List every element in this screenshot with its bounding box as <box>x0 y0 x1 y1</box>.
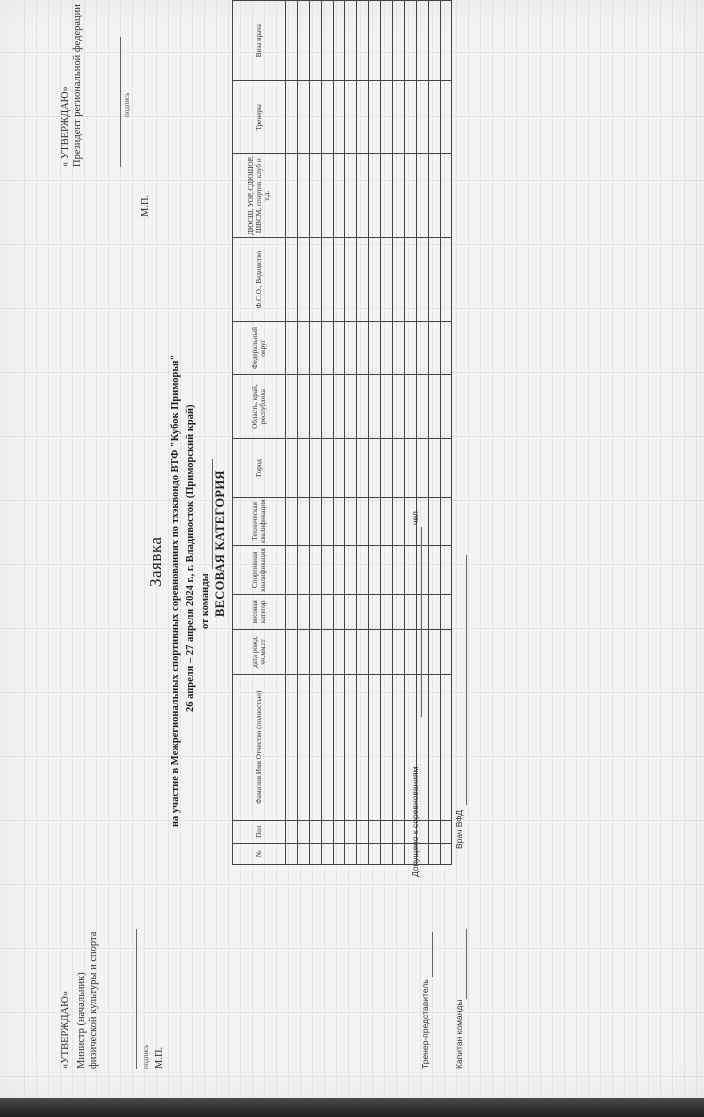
table-cell[interactable] <box>404 81 416 154</box>
table-cell[interactable] <box>428 820 440 843</box>
grid-line <box>660 0 661 1117</box>
grid-line <box>648 0 649 1117</box>
table-cell[interactable] <box>369 674 381 820</box>
grid-line <box>540 0 541 1117</box>
approve-right-sign-caption: подпись <box>123 92 131 117</box>
table-cell[interactable] <box>321 843 333 864</box>
table-cell[interactable] <box>381 154 393 238</box>
table-cell[interactable] <box>309 81 321 154</box>
approve-right-line1: Президент региональной федерации <box>72 4 83 167</box>
table-cell[interactable] <box>345 546 357 595</box>
grid-line <box>492 0 493 1117</box>
grid-line <box>132 0 133 1117</box>
form-title: Заявка <box>146 536 165 587</box>
participants-table <box>232 0 452 865</box>
table-cell[interactable] <box>321 322 333 375</box>
table-cell[interactable] <box>428 497 440 546</box>
table-cell[interactable] <box>440 674 452 820</box>
table-row <box>381 1 393 865</box>
scanner-edge <box>0 1098 704 1117</box>
approve-left-sign-caption: подпись <box>142 1044 150 1069</box>
table-cell[interactable] <box>440 374 452 439</box>
table-cell[interactable] <box>357 630 369 675</box>
grid-line <box>0 1012 704 1013</box>
approve-left-label: «УТВЕРЖДАЮ» <box>60 990 71 1069</box>
table-cell[interactable] <box>393 820 405 843</box>
table-cell[interactable] <box>369 81 381 154</box>
table-row <box>286 1 298 865</box>
table-cell[interactable] <box>333 546 345 595</box>
grid-line <box>480 0 481 1117</box>
table-cell[interactable] <box>309 238 321 322</box>
table-cell[interactable] <box>333 1 345 81</box>
table-cell[interactable] <box>333 439 345 497</box>
table-cell[interactable] <box>404 546 416 595</box>
table-cell[interactable] <box>440 81 452 154</box>
table-cell[interactable] <box>416 594 428 629</box>
grid-line <box>120 0 121 1117</box>
doctor-label: Врач ВФД <box>454 809 464 849</box>
table-cell[interactable] <box>381 546 393 595</box>
table-cell[interactable] <box>393 1 405 81</box>
column-header: Фамилия Имя Отчество (полностью) <box>233 674 286 820</box>
table-cell[interactable] <box>428 594 440 629</box>
table-cell[interactable] <box>297 843 309 864</box>
table-cell[interactable] <box>309 546 321 595</box>
grid-line <box>612 0 613 1117</box>
grid-line <box>696 0 697 1117</box>
table-cell[interactable] <box>309 1 321 81</box>
table-cell[interactable] <box>381 374 393 439</box>
table-header-row <box>233 1 286 865</box>
table-cell[interactable] <box>381 439 393 497</box>
table-cell[interactable] <box>357 674 369 820</box>
grid-line <box>36 0 37 1117</box>
grid-line <box>228 0 229 1117</box>
grid-line <box>552 0 553 1117</box>
table-cell[interactable] <box>286 546 298 595</box>
table-row <box>333 1 345 865</box>
table-cell[interactable] <box>381 1 393 81</box>
table-row <box>357 1 369 865</box>
table-cell[interactable] <box>333 630 345 675</box>
coach-representative-label: Тренер-представитель <box>420 979 430 1069</box>
table-cell[interactable] <box>309 630 321 675</box>
table-cell[interactable] <box>309 374 321 439</box>
grid-line <box>588 0 589 1117</box>
admitted-unit: чел <box>410 511 420 525</box>
grid-line <box>636 0 637 1117</box>
grid-line <box>144 0 145 1117</box>
table-cell[interactable] <box>416 238 428 322</box>
table-cell[interactable] <box>333 497 345 546</box>
table-cell[interactable] <box>416 630 428 675</box>
table-cell[interactable] <box>381 594 393 629</box>
captain-signature-line <box>466 929 467 999</box>
column-header: дата рожд. чч.мм.гг <box>233 630 286 675</box>
table-row <box>416 1 428 865</box>
table-cell[interactable] <box>369 820 381 843</box>
table-cell[interactable] <box>393 546 405 595</box>
coach-signature-line <box>432 932 433 977</box>
table-cell[interactable] <box>393 630 405 675</box>
doctor-signature-line <box>466 555 467 805</box>
table-cell[interactable] <box>428 674 440 820</box>
table-cell[interactable] <box>297 238 309 322</box>
table-cell[interactable] <box>345 674 357 820</box>
table-cell[interactable] <box>369 154 381 238</box>
grid-line <box>576 0 577 1117</box>
grid-line <box>516 0 517 1117</box>
team-captain-label: Капитан команды <box>454 999 464 1069</box>
approve-right-stamp: М.П. <box>140 194 151 217</box>
table-cell[interactable] <box>297 820 309 843</box>
table-cell[interactable] <box>393 374 405 439</box>
table-cell[interactable] <box>321 630 333 675</box>
table-cell[interactable] <box>404 630 416 675</box>
table-cell[interactable] <box>416 81 428 154</box>
table-cell[interactable] <box>416 374 428 439</box>
table-cell[interactable] <box>428 843 440 864</box>
column-header: Ф.С.О., Ведомство <box>233 238 286 322</box>
table-cell[interactable] <box>393 843 405 864</box>
table-cell[interactable] <box>297 1 309 81</box>
grid-line <box>0 948 704 949</box>
grid-line <box>564 0 565 1117</box>
table-cell[interactable] <box>369 594 381 629</box>
column-header: Виза врача <box>233 1 286 81</box>
table-cell[interactable] <box>357 497 369 546</box>
table-row <box>297 1 309 865</box>
table-cell[interactable] <box>321 820 333 843</box>
table-cell[interactable] <box>309 820 321 843</box>
grid-line <box>468 0 469 1117</box>
table-cell[interactable] <box>345 154 357 238</box>
table-cell[interactable] <box>416 1 428 81</box>
table-cell[interactable] <box>333 674 345 820</box>
table-cell[interactable] <box>297 546 309 595</box>
table-cell[interactable] <box>416 546 428 595</box>
table-cell[interactable] <box>297 374 309 439</box>
table-cell[interactable] <box>286 674 298 820</box>
table-cell[interactable] <box>428 238 440 322</box>
column-header: Спортивная квалификация <box>233 546 286 595</box>
table-cell[interactable] <box>404 238 416 322</box>
grid-line <box>204 0 205 1117</box>
table-cell[interactable] <box>404 374 416 439</box>
form-subtitle-line1: на участие в Межрегиональных спортивных соревнованиях по тхэквондо ВТФ "Кубок Приморья" <box>170 354 181 827</box>
table-cell[interactable] <box>297 497 309 546</box>
table-cell[interactable] <box>357 546 369 595</box>
table-cell[interactable] <box>297 674 309 820</box>
table-cell[interactable] <box>428 322 440 375</box>
table-cell[interactable] <box>357 154 369 238</box>
grid-line <box>48 0 49 1117</box>
table-cell[interactable] <box>321 81 333 154</box>
table-cell[interactable] <box>428 374 440 439</box>
grid-line <box>0 1076 704 1077</box>
grid-line <box>684 0 685 1117</box>
table-cell[interactable] <box>381 630 393 675</box>
table-cell[interactable] <box>345 81 357 154</box>
table-cell[interactable] <box>428 439 440 497</box>
column-header: Пол <box>233 820 286 843</box>
table-cell[interactable] <box>440 1 452 81</box>
table-cell[interactable] <box>345 630 357 675</box>
table-cell[interactable] <box>440 630 452 675</box>
table-cell[interactable] <box>369 843 381 864</box>
table-cell[interactable] <box>416 322 428 375</box>
table-row <box>404 1 416 865</box>
grid-line <box>672 0 673 1117</box>
table-cell[interactable] <box>333 374 345 439</box>
table-cell[interactable] <box>286 81 298 154</box>
table-cell[interactable] <box>428 546 440 595</box>
table-cell[interactable] <box>333 594 345 629</box>
table-cell[interactable] <box>357 594 369 629</box>
table-cell[interactable] <box>357 81 369 154</box>
table-cell[interactable] <box>357 820 369 843</box>
table-cell[interactable] <box>369 1 381 81</box>
grid-line <box>600 0 601 1117</box>
table-cell[interactable] <box>440 238 452 322</box>
table-cell[interactable] <box>440 820 452 843</box>
table-row <box>428 1 440 865</box>
table-cell[interactable] <box>286 1 298 81</box>
table-cell[interactable] <box>381 674 393 820</box>
table-cell[interactable] <box>345 374 357 439</box>
grid-line <box>108 0 109 1117</box>
table-cell[interactable] <box>393 497 405 546</box>
table-cell[interactable] <box>309 322 321 375</box>
column-header: Техническая квалификация <box>233 497 286 546</box>
table-row <box>309 1 321 865</box>
table-cell[interactable] <box>357 843 369 864</box>
approve-right-signature-line <box>120 37 121 167</box>
table-cell[interactable] <box>440 439 452 497</box>
table-cell[interactable] <box>381 820 393 843</box>
table-cell[interactable] <box>440 154 452 238</box>
column-header: № <box>233 843 286 864</box>
table-cell[interactable] <box>286 374 298 439</box>
table-cell[interactable] <box>357 1 369 81</box>
grid-line <box>456 0 457 1117</box>
table-cell[interactable] <box>333 820 345 843</box>
table-cell[interactable] <box>345 1 357 81</box>
table-cell[interactable] <box>428 1 440 81</box>
table-cell[interactable] <box>309 154 321 238</box>
table-cell[interactable] <box>297 630 309 675</box>
table-cell[interactable] <box>297 81 309 154</box>
table-cell[interactable] <box>333 843 345 864</box>
table-cell[interactable] <box>393 439 405 497</box>
table-cell[interactable] <box>297 154 309 238</box>
table-cell[interactable] <box>297 322 309 375</box>
table-cell[interactable] <box>369 238 381 322</box>
table-cell[interactable] <box>381 843 393 864</box>
table-cell[interactable] <box>440 497 452 546</box>
table-cell[interactable] <box>404 1 416 81</box>
team-label: от команды <box>200 573 211 629</box>
table-cell[interactable] <box>369 630 381 675</box>
table-cell[interactable] <box>321 497 333 546</box>
table-cell[interactable] <box>321 594 333 629</box>
table-cell[interactable] <box>297 439 309 497</box>
table-cell[interactable] <box>345 497 357 546</box>
table-cell[interactable] <box>381 322 393 375</box>
table-cell[interactable] <box>321 1 333 81</box>
approve-left-stamp: М.П. <box>154 1046 165 1069</box>
table-cell[interactable] <box>393 322 405 375</box>
table-cell[interactable] <box>321 374 333 439</box>
grid-line <box>168 0 169 1117</box>
table-cell[interactable] <box>357 439 369 497</box>
table-cell[interactable] <box>440 546 452 595</box>
table-cell[interactable] <box>404 154 416 238</box>
table-cell[interactable] <box>381 497 393 546</box>
table-cell[interactable] <box>333 154 345 238</box>
table-cell[interactable] <box>428 81 440 154</box>
approve-left-signature-line <box>136 929 137 1069</box>
table-cell[interactable] <box>428 630 440 675</box>
table-cell[interactable] <box>309 594 321 629</box>
table-cell[interactable] <box>286 820 298 843</box>
table-cell[interactable] <box>416 439 428 497</box>
approve-left-line2: физической культуры и спорта <box>88 931 99 1069</box>
table-cell[interactable] <box>416 154 428 238</box>
table-cell[interactable] <box>309 497 321 546</box>
grid-line <box>60 0 61 1117</box>
column-header: ДЮСШ, УОР, СДЮШОР, ШВСМ, спортив. клуб и т.д. <box>233 154 286 238</box>
table-cell[interactable] <box>381 81 393 154</box>
table-cell[interactable] <box>286 238 298 322</box>
table-cell[interactable] <box>381 238 393 322</box>
weight-category: ВЕСОВАЯ КАТЕГОРИЯ <box>213 470 227 617</box>
table-cell[interactable] <box>286 497 298 546</box>
column-header: Федеральный округ <box>233 322 286 375</box>
table-cell[interactable] <box>333 81 345 154</box>
table-cell[interactable] <box>404 439 416 497</box>
table-cell[interactable] <box>369 497 381 546</box>
table-cell[interactable] <box>345 843 357 864</box>
table-cell[interactable] <box>428 154 440 238</box>
table-cell[interactable] <box>440 594 452 629</box>
table-cell[interactable] <box>357 322 369 375</box>
table-cell[interactable] <box>345 820 357 843</box>
table-cell[interactable] <box>321 546 333 595</box>
table-cell[interactable] <box>333 322 345 375</box>
column-header: весовая категор <box>233 594 286 629</box>
table-cell[interactable] <box>321 439 333 497</box>
table-cell[interactable] <box>357 238 369 322</box>
table-cell[interactable] <box>297 594 309 629</box>
table-cell[interactable] <box>286 439 298 497</box>
table-cell[interactable] <box>393 154 405 238</box>
table-cell[interactable] <box>440 843 452 864</box>
table-cell[interactable] <box>357 374 369 439</box>
table-cell[interactable] <box>345 594 357 629</box>
table-cell[interactable] <box>321 238 333 322</box>
grid-line <box>72 0 73 1117</box>
table-row <box>393 1 405 865</box>
grid-line <box>24 0 25 1117</box>
table-cell[interactable] <box>393 594 405 629</box>
column-header: Город <box>233 439 286 497</box>
table-cell[interactable] <box>286 154 298 238</box>
table-cell[interactable] <box>404 322 416 375</box>
table-cell[interactable] <box>286 594 298 629</box>
table-cell[interactable] <box>333 238 345 322</box>
table-cell[interactable] <box>286 630 298 675</box>
admitted-label: Допущено к соревнованиям <box>410 766 420 877</box>
table-cell[interactable] <box>345 322 357 375</box>
column-header: Тренеры <box>233 81 286 154</box>
table-cell[interactable] <box>309 674 321 820</box>
table-row <box>345 1 357 865</box>
admitted-count-line <box>421 527 422 717</box>
table-cell[interactable] <box>393 674 405 820</box>
table-cell[interactable] <box>369 374 381 439</box>
table-cell[interactable] <box>309 439 321 497</box>
approve-left-line1: Министр (начальник) <box>76 972 87 1069</box>
table-cell[interactable] <box>404 594 416 629</box>
table-cell[interactable] <box>286 322 298 375</box>
table-cell[interactable] <box>393 81 405 154</box>
table-cell[interactable] <box>369 546 381 595</box>
table-cell[interactable] <box>321 154 333 238</box>
grid-line <box>624 0 625 1117</box>
table-cell[interactable] <box>321 674 333 820</box>
approve-right-label: « УТВЕРЖДАЮ» <box>60 86 71 167</box>
table-cell[interactable] <box>309 843 321 864</box>
table-cell[interactable] <box>393 238 405 322</box>
table-row <box>321 1 333 865</box>
table-row <box>369 1 381 865</box>
column-header: Область, край, республика <box>233 374 286 439</box>
table-cell[interactable] <box>286 843 298 864</box>
table-cell[interactable] <box>369 439 381 497</box>
table-cell[interactable] <box>440 322 452 375</box>
grid-line <box>504 0 505 1117</box>
table-cell[interactable] <box>345 439 357 497</box>
grid-line <box>528 0 529 1117</box>
grid-line <box>84 0 85 1117</box>
table-row <box>440 1 452 865</box>
table-cell[interactable] <box>345 238 357 322</box>
form-subtitle-line2: 26 апреля – 27 апреля 2024 г., г. Владивосток (Приморский край) <box>185 404 196 712</box>
grid-line <box>0 884 704 885</box>
table-cell[interactable] <box>369 322 381 375</box>
